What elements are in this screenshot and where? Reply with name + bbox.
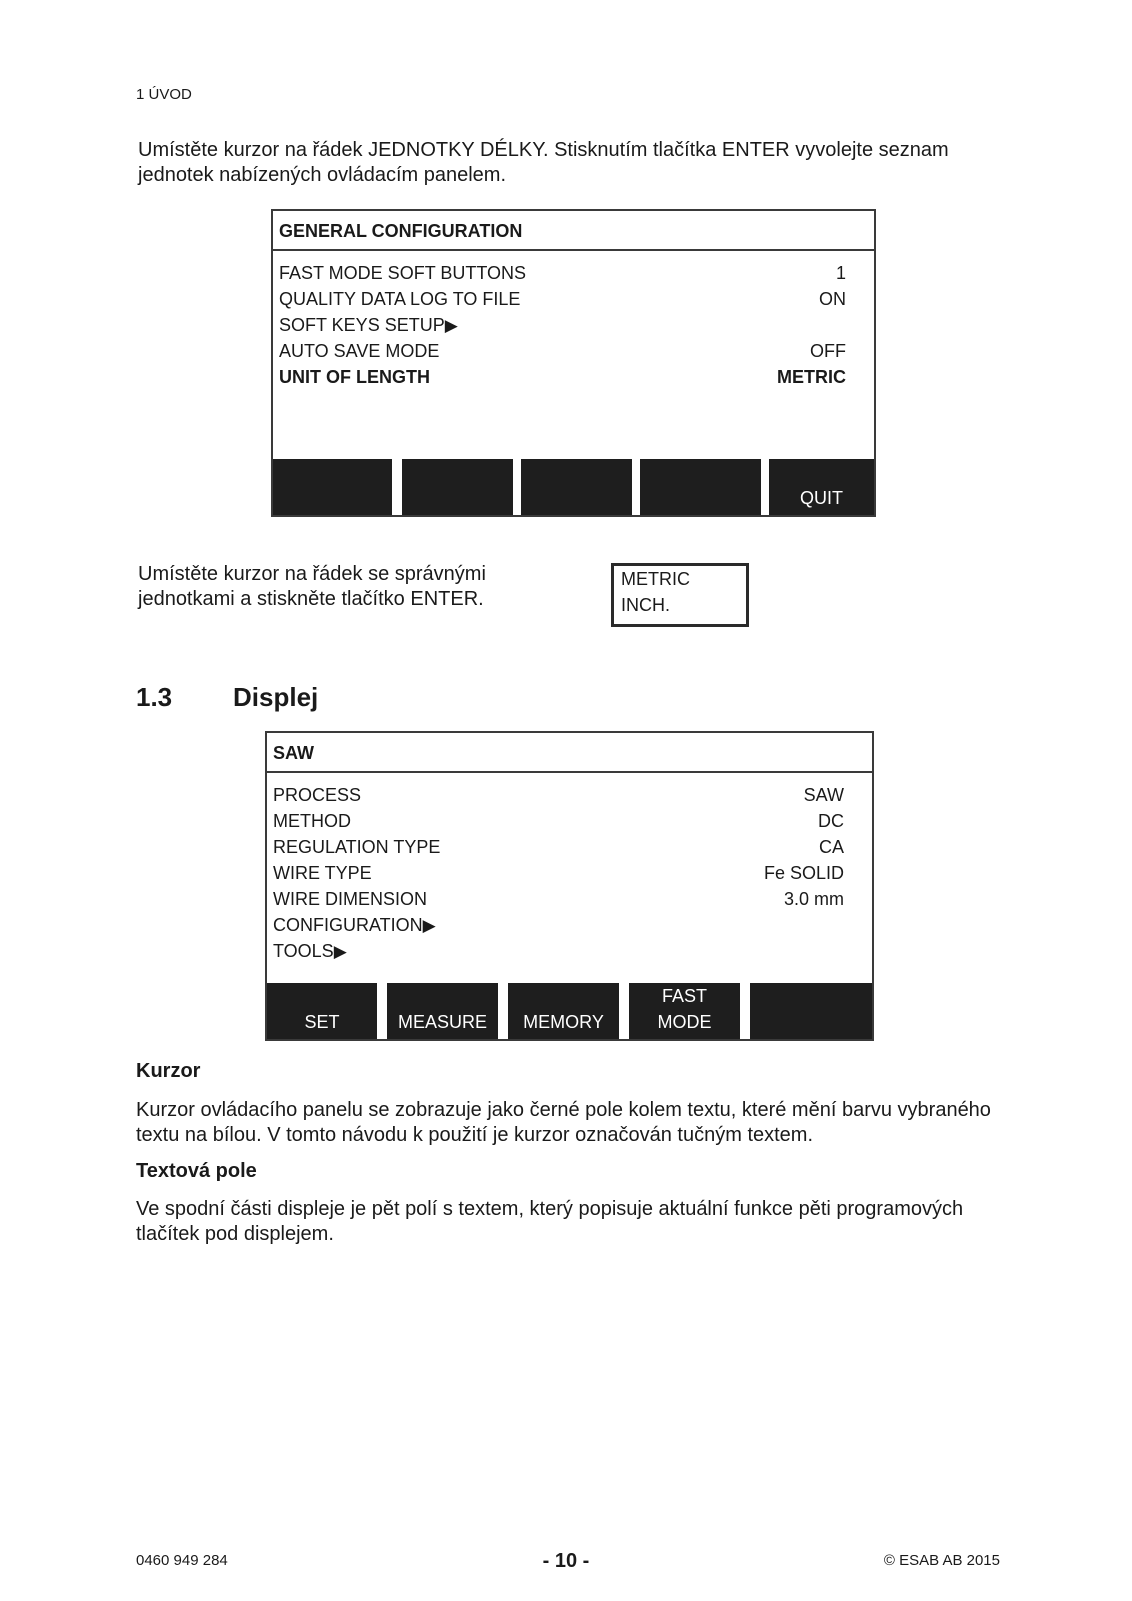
menu-row-regulation-type[interactable]	[273, 834, 844, 860]
menu-row-auto-save[interactable]	[279, 338, 846, 364]
section-title: Displej	[233, 682, 319, 712]
cursor-heading: Kurzor	[136, 1060, 201, 1082]
menu-row-tools[interactable]	[273, 938, 844, 964]
softkey-bar	[267, 983, 872, 1039]
softkey-5[interactable]	[750, 983, 872, 1039]
document-number: 0460 949 284	[136, 1552, 228, 1569]
unit-options-list	[611, 563, 749, 627]
set-softkey[interactable]: SET	[267, 983, 377, 1039]
panel-title: GENERAL CONFIGURATION	[273, 211, 874, 251]
row-value: CA	[818, 836, 844, 857]
row-label: UNIT OF LENGTH	[279, 366, 430, 387]
menu-row-fast-mode[interactable]	[279, 260, 846, 286]
intro-paragraph: Umístěte kurzor na řádek JEDNOTKY DÉLKY. Stisknutím tlačítka ENTER vyvolejte seznam jednotek nabízených ovládacím panelem.	[138, 139, 949, 186]
row-value: DC	[818, 810, 844, 831]
submenu-arrow-icon: ▶	[444, 315, 458, 335]
row-label: TOOLS	[273, 940, 334, 961]
row-value: ON	[819, 288, 846, 309]
row-value: METRIC	[777, 366, 846, 387]
row-label: QUALITY DATA LOG TO FILE	[279, 288, 521, 309]
saw-display-panel	[265, 731, 874, 1041]
softkey-1[interactable]	[273, 459, 392, 515]
row-value: 1	[835, 262, 846, 283]
option-inch[interactable]: INCH.	[621, 595, 670, 615]
softkey-bar	[273, 459, 874, 515]
submenu-arrow-icon: ▶	[422, 915, 436, 935]
running-header: 1 ÚVOD	[136, 86, 192, 103]
softkey-3[interactable]	[521, 459, 632, 515]
copyright: © ESAB AB 2015	[883, 1552, 1000, 1569]
row-label: CONFIGURATION	[273, 914, 423, 935]
row-label: SOFT KEYS SETUP	[279, 314, 445, 335]
menu-row-method[interactable]	[273, 808, 844, 834]
page-number: - 10 -	[542, 1550, 590, 1572]
text-fields-paragraph: Ve spodní části displeje je pět polí s textem, který popisuje aktuální funkce pěti programových tlačítek pod displejem.	[136, 1198, 964, 1245]
submenu-arrow-icon: ▶	[333, 941, 347, 961]
cursor-paragraph: Kurzor ovládacího panelu se zobrazuje jako černé pole kolem textu, které mění barvu vybraného textu na bílou. V tomto návodu k použití je kurzor označován tučným textem.	[136, 1099, 991, 1146]
row-value: Fe SOLID	[763, 862, 844, 883]
select-unit-paragraph: Umístěte kurzor na řádek se správnými jednotkami a stiskněte tlačítko ENTER.	[138, 563, 486, 610]
menu-row-wire-dimension[interactable]	[273, 886, 844, 912]
row-label: PROCESS	[273, 784, 362, 805]
text-fields-heading: Textová pole	[136, 1160, 257, 1182]
memory-softkey[interactable]: MEMORY	[508, 983, 619, 1039]
section-number: 1.3	[136, 682, 173, 712]
menu-row-wire-type[interactable]	[273, 860, 844, 886]
quit-softkey[interactable]: QUIT	[769, 459, 874, 515]
row-label: METHOD	[273, 810, 351, 831]
panel-title: SAW	[267, 733, 872, 773]
row-label: WIRE TYPE	[273, 862, 372, 883]
row-value: 3.0 mm	[783, 888, 844, 909]
menu-row-quality-log[interactable]	[279, 286, 846, 312]
fast-mode-softkey[interactable]: FAST MODE	[629, 983, 740, 1039]
option-metric[interactable]: METRIC	[621, 569, 690, 589]
menu-row-soft-keys-setup[interactable]	[279, 312, 846, 338]
softkey-4[interactable]	[640, 459, 761, 515]
measure-softkey[interactable]: MEASURE	[387, 983, 498, 1039]
menu-row-unit-of-length[interactable]	[279, 364, 846, 390]
row-label: REGULATION TYPE	[273, 836, 441, 857]
row-label: AUTO SAVE MODE	[279, 340, 440, 361]
row-value: OFF	[810, 340, 846, 361]
row-value: SAW	[803, 784, 844, 805]
menu-row-process[interactable]	[273, 782, 844, 808]
menu-row-configuration[interactable]	[273, 912, 844, 938]
softkey-2[interactable]	[402, 459, 513, 515]
row-label: FAST MODE SOFT BUTTONS	[279, 262, 527, 283]
general-config-panel	[271, 209, 876, 517]
row-label: WIRE DIMENSION	[273, 888, 428, 909]
